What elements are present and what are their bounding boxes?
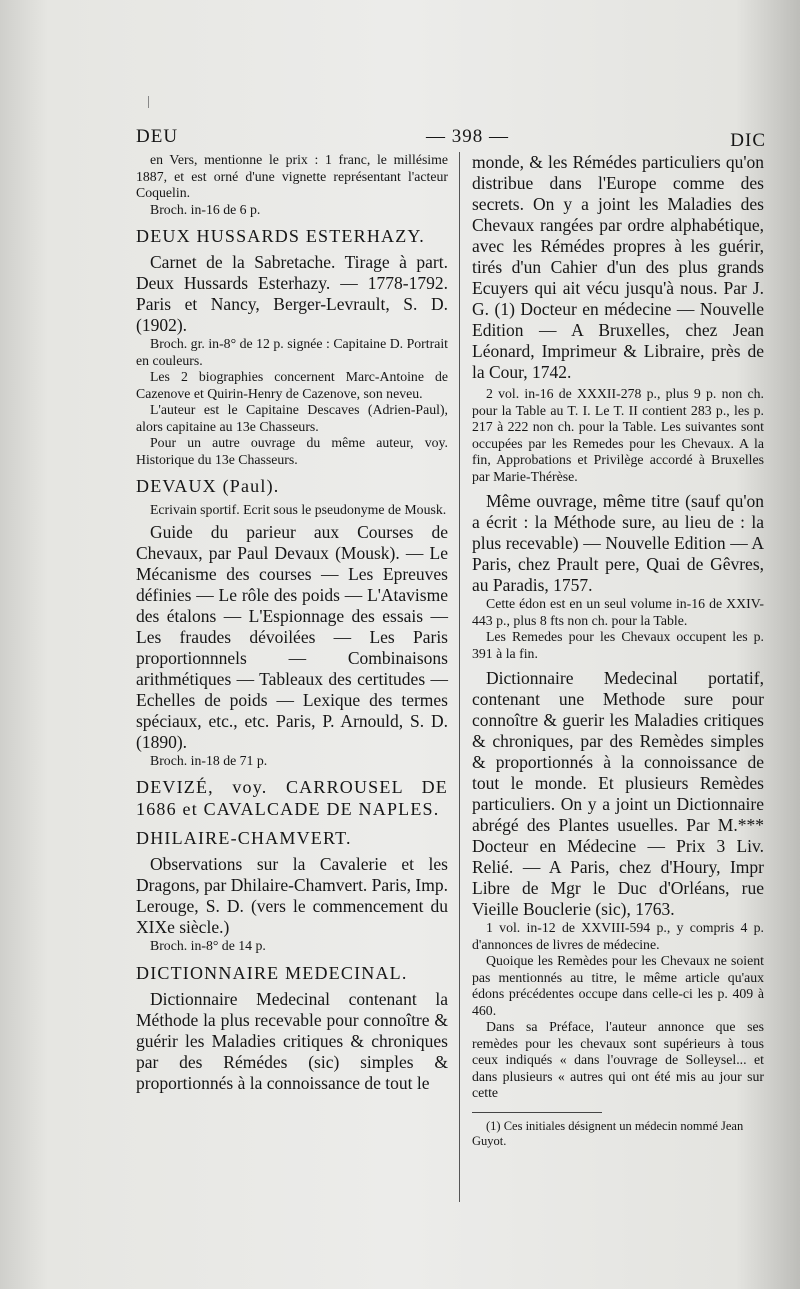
entry-note: Broch. in-8° de 14 p.: [150, 938, 266, 953]
running-header: [136, 126, 766, 152]
page-number: — 398 —: [426, 126, 509, 147]
entry-note: Broch. gr. in-8° de 12 p. signée : Capitaine D. Portrait en couleurs.: [136, 336, 448, 368]
entry-text: en Vers, mentionne le prix : 1 franc, le millésime 1887, et est orné d'une vignette représentant l'acteur Coquelin.: [136, 152, 448, 200]
entry-heading: DEVAUX (Paul).: [136, 476, 280, 496]
entry-heading: DEUX HUSSARDS ESTERHAZY.: [136, 226, 426, 246]
entry-heading: DEVIZÉ, voy. CARROUSEL DE 1686 et CAVALCADE DE NAPLES.: [136, 777, 448, 819]
entry-title: Guide du parieur aux Courses de Chevaux, par Paul Devaux (Mousk). — Le Mécanisme des courses — Les Epreuves définies — Le rôle des poids — L'Atavisme des étalons — L'Espionnage des essais — Les fraudes dévoilées — Les Paris proportionnnels — Combinaisons arithmétiques — Tableaux des certitudes — Echelles de poids — Lexique des termes spéciaux, etc., etc. Paris, P. Arnould, S. D. (1890).: [136, 521, 448, 752]
entry-title: Dictionnaire Medecinal portatif, contenant une Methode sure pour connoître & guerir les Maladies critiques & chroniques, par des Remèdes simples & proportionnés à la connoissance de tout le monde. Et plusieurs Remèdes particuliers. On y a joint un Dictionnaire abrégé des Plantes usuelles. Par M.*** Docteur en Médecine — Prix 3 Liv. Relié. — A Paris, chez d'Houry, Impr Libre de Mgr le Duc d'Orléans, rue Vieille Bouclerie (sic), 1763.: [472, 668, 764, 919]
entry-note: Cette édon est en un seul volume in-16 de XXIV-443 p., plus 8 fts non ch. pour la Table.: [472, 596, 764, 628]
entry-note: Pour un autre ouvrage du même auteur, voy. Historique du 13e Chasseurs.: [136, 435, 448, 467]
entry-note: 1 vol. in-12 de XXVIII-594 p., y compris 4 p. d'annonces de livres de médecine.: [472, 920, 764, 952]
entry-note: Les Remedes pour les Chevaux occupent les p. 391 à la fin.: [472, 629, 764, 661]
entry-note: Quoique les Remèdes pour les Chevaux ne soient pas mentionnés au titre, le même article qu'aux édons précédentes occupe dans celle-ci les p. 409 à 460.: [472, 953, 764, 1018]
footnote: (1) Ces initiales désignent un médecin nommé Jean Guyot.: [472, 1118, 744, 1148]
right-column: [472, 152, 764, 1149]
header-left: DEU: [136, 126, 179, 147]
entry-note: Dans sa Préface, l'auteur annonce que ses remèdes pour les chevaux sont supérieurs à tous ceux indiqués « dans l'ouvrage de Solleysel... et dans plusieurs « autres qui ont été mis au jour sur cette: [472, 1019, 764, 1100]
entry-heading: DHILAIRE-CHAMVERT.: [136, 828, 352, 848]
entry-title: Carnet de la Sabretache. Tirage à part. Deux Hussards Esterhazy. — 1778-1792. Paris et Nancy, Berger-Levrault, S. D. (1902).: [136, 252, 448, 335]
entry-title: monde, & les Rémédes particuliers qu'on distribue dans l'Europe comme des secrets. On y a joint les Maladies des Chevaux rangées par ordre alphabétique, avec les Rémédes propres à les guérir, tirés d'un Cahier d'un des plus grands Ecuyers qui ait vécu jusqu'à nous. Par J. G. (1) Docteur en médecine — Nouvelle Edition — A Bruxelles, chez Jean Léonard, Imprimeur & Libraire, près de la Cour, 1742.: [472, 152, 764, 382]
header-right: DIC: [730, 130, 766, 151]
entry-title: Dictionnaire Medecinal contenant la Méthode la plus recevable pour connoître & guérir les Maladies critiques & chroniques par des Rémédes (sic) simples & proportionnés à la connoissance de tout le: [136, 988, 448, 1093]
entry-note: Les 2 biographies concernent Marc-Antoine de Cazenove et Quirin-Henry de Cazenove, son neveu.: [136, 369, 448, 401]
entry-title: Observations sur la Cavalerie et les Dragons, par Dhilaire-Chamvert. Paris, Imp. Lerouge, S. D. (vers le commencement du XIXe siècle.): [136, 854, 449, 937]
column-divider: [459, 152, 460, 1202]
entry-title: Même ouvrage, même titre (sauf qu'on a écrit : la Méthode sure, au lieu de : la plus recevable) — Nouvelle Edition — A Paris, chez Prault pere, Quai de Gêvres, au Paradis, 1757.: [472, 491, 764, 595]
footnote-rule: [472, 1112, 602, 1113]
entry-heading: DICTIONNAIRE MEDECINAL.: [136, 962, 408, 983]
left-column: [136, 152, 448, 1094]
entry-note: L'auteur est le Capitaine Descaves (Adrien-Paul), alors capitaine au 13e Chasseurs.: [136, 402, 448, 434]
entry-note: Broch. in-16 de 6 p.: [150, 201, 261, 217]
entry-note: 2 vol. in-16 de XXXII-278 p., plus 9 p. non ch. pour la Table au T. I. Le T. II contient 283 p., les p. 217 à 222 non ch. pour la Table. Les suivantes sont occupées par les Remedes pour les Chevaux. A la fin, Approbations et Privilège accordé à Bruxelles par Marie-Thérèse.: [472, 386, 764, 484]
page-mark: [148, 96, 149, 108]
entry-note: Ecrivain sportif. Ecrit sous le pseudonyme de Mousk.: [150, 502, 447, 517]
entry-note: Broch. in-18 de 71 p.: [150, 752, 268, 768]
